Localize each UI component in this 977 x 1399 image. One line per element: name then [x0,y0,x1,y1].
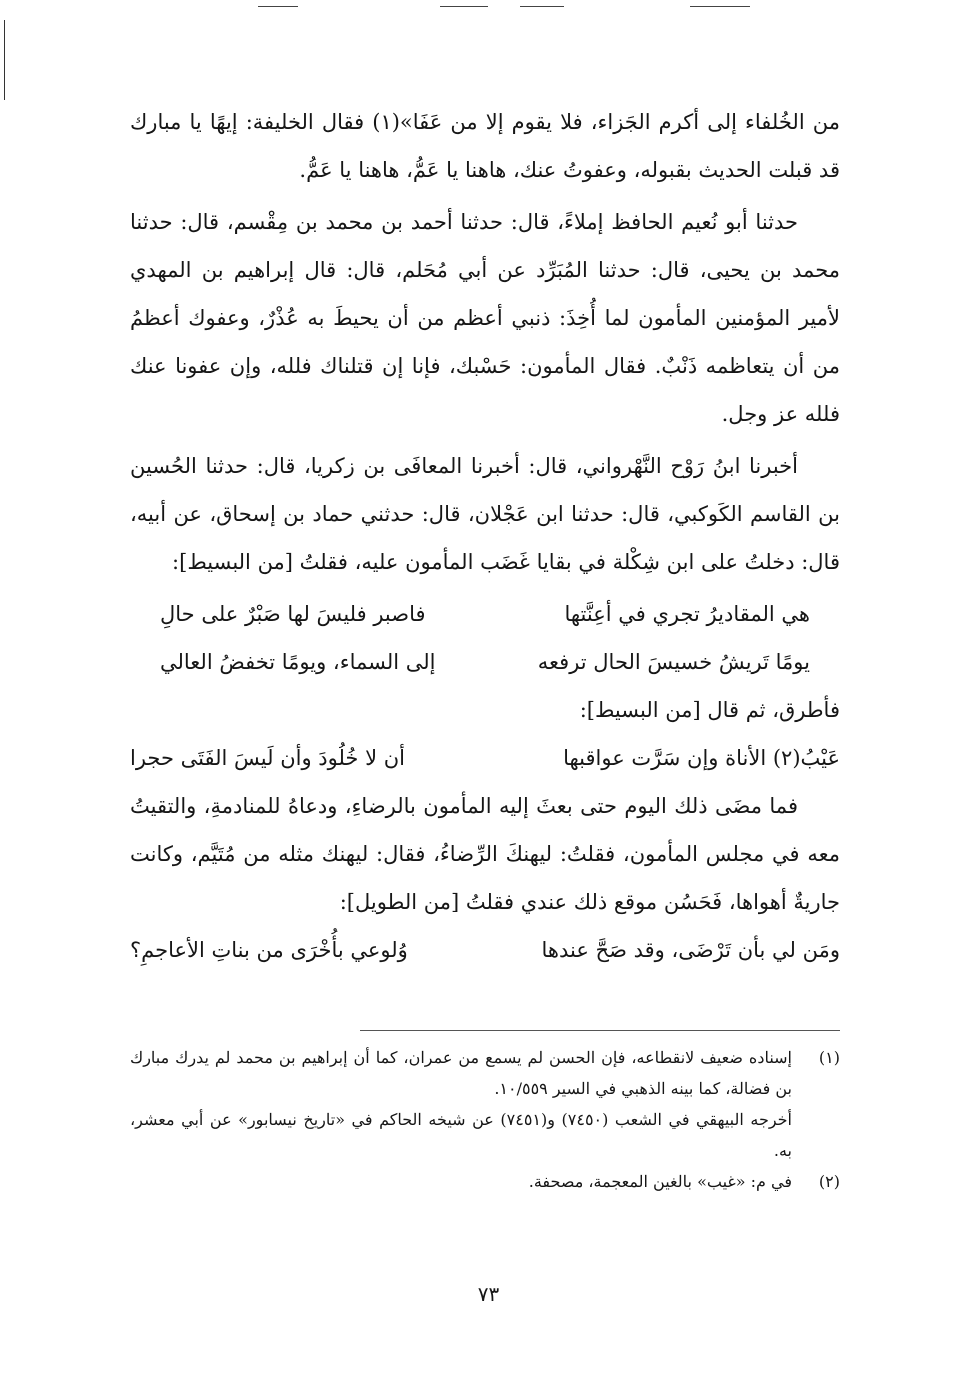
page-number: ٧٣ [477,1282,500,1306]
footnote-1-continuation: أخرجه البيهقي في الشعب (٧٤٥٠) و(٧٤٥١) عن شيخه الحاكم في «تاريخ نيسابور» عن أبي معشر، به. [130,1110,792,1160]
verse-line-3 [130,734,840,782]
verse-hemistich: إلى السماء، ويومًا تخفضُ العالي [160,650,436,674]
verse-hemistich: يومًا تَريشُ خسيسَ الحال ترفعه [537,650,810,674]
paragraph-4: فما مضَى ذلك اليوم حتى بعثَ إليه المأمون بالرضاءِ، ودعاهُ للمنادمةِ، والتقيتُ معه في مجلس المأمون، فقلتُ: ليهنكَ الرِّضاءُ، فقال: ليهنك مثله من مُتَيَّم، وكانت جاريةٌ أهواها، فَحَسُن موقع ذلك عندي فقلتُ [من الطويل]: [130,794,840,914]
narration-line: فأطرق، ثم قال [من البسيط]: [579,698,840,722]
verse-hemistich: هي المقاديرُ تجري في أعِنَّتها [564,602,810,626]
footnote-text: في م: «غيب» بالغين المعجمة، مصحفة. [528,1172,792,1191]
verse-line-1 [130,590,840,638]
paragraph-2: حدثنا أبو نُعيم الحافظ إملاءً، قال: حدثنا أحمد بن محمد بن مِقْسم، قال: حدثنا محمد بن يحيى، قال: حدثنا المُبَرِّد عن أبي مُحَلم، قال: قال إبراهيم بن المهدي لأمير المؤمنين المأمون لما أُخِذَ: ذنبي أعظم من أن يحيطَ به عُذْرٌ، وعفوك أعظمُ من أن يتعاظمه ذَنْبٌ. فقال المأمون: حَسْبك، فإنا إن قتلناك فلله، وإن عفونا عنك فلله عز وجل. [130,210,840,426]
main-text [130,98,840,974]
verse-hemistich: عَيْبُ(٢) الأناة وإن سَرَّت عواقبها [563,746,840,770]
footnote-number: (١) [818,1048,840,1067]
paragraph-3: أخبرنا ابنُ رَوْح النَّهْرواني، قال: أخبرنا المعافَى بن زكريا، قال: حدثنا الحُسين بن القاسم الكَوكبي، قال: حدثنا ابن عَجْلان، قال: حدثني حماد بن إسحاق، عن أبيه، قال: دخلتُ على ابن شِكْلة في بقايا غَضَب المأمون عليه، فقلتُ [من البسيط]: [130,454,840,574]
scan-edge-line [4,20,5,100]
verse-hemistich: فاصبر فليسَ لها صَبْرٌ على حالِ [160,602,426,626]
footnotes [130,1042,840,1197]
scan-top-marks [0,6,977,10]
paragraph-1: من الخُلفاء إلى أكرم الجَزاء، فلا يقوم إلا من عَفَا»(١) فقال الخليفة: إيهًا يا مبارك قد قبلت الحديث بقبوله، وعفوتُ عنك، هاهنا يا عَمُّ، هاهنا يا عَمُّ. [130,110,840,182]
footnote-number: (٢) [818,1172,840,1191]
verse-line-4 [130,926,840,974]
verse-hemistich: وُلوعي بأُخْرَى من بناتِ الأعاجمِ؟ [130,938,408,962]
footnote-2 [130,1166,840,1197]
verse-hemistich: ومَن لي بأن تَرْضَى، وقد صَحَّ عندها [541,938,840,962]
footnote-text: إسناده ضعيف لانقطاعه، فإن الحسن لم يسمع من عمران، كما أن إبراهيم بن محمد لم يدرك مبارك بن فضالة، كما بينه الذهبي في السير ١٠/٥٥٩. [130,1048,792,1098]
footnote-separator [360,1030,840,1031]
verse-hemistich: أن لا خُلُودَ وأن لَيسَ الفَتَى حجرا [130,746,405,770]
verse-line-2 [130,638,840,686]
footnote-1 [130,1042,840,1104]
